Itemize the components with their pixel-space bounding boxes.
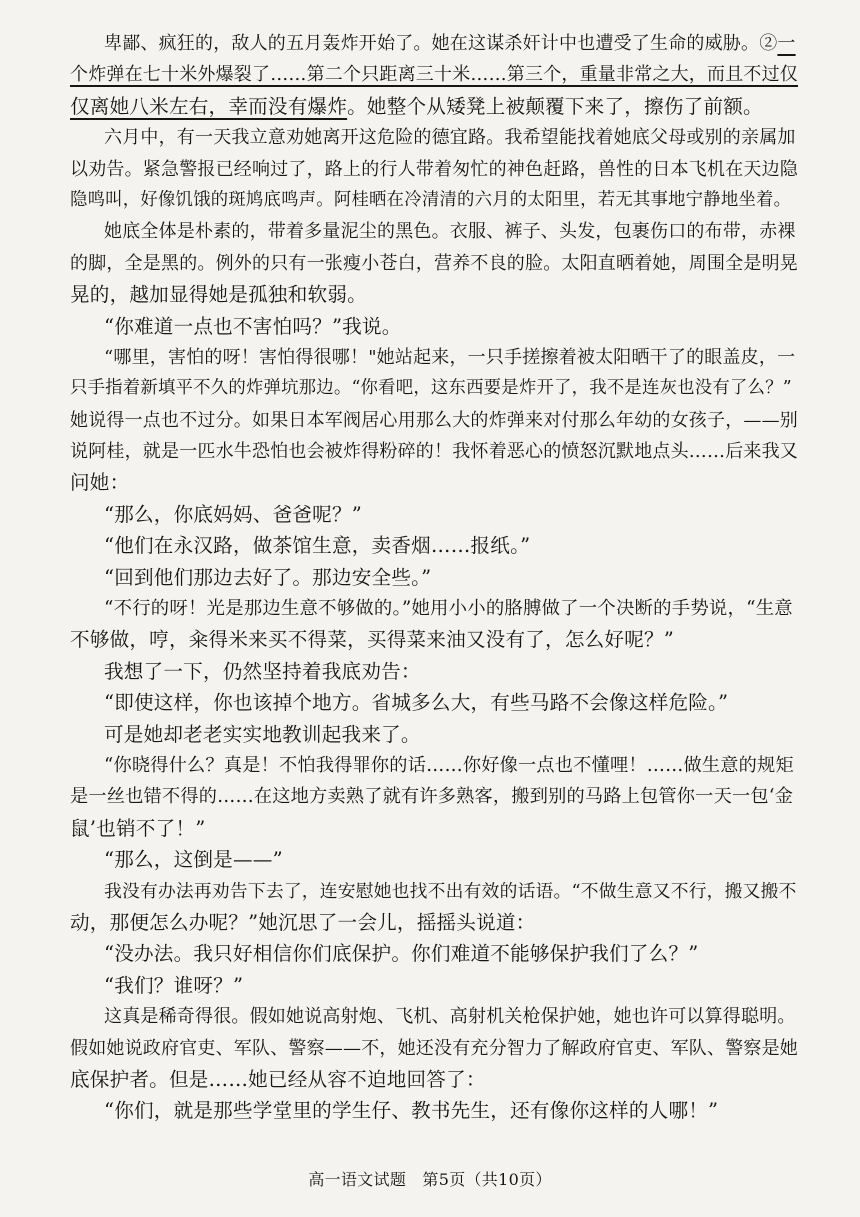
underlined-passage: 一 (777, 33, 796, 54)
paragraph-lines (70, 28, 798, 1127)
text-line: 的脚，全是黑的。例外的只有一张瘦小苍白，营养不良的脸。太阳直晒着她，周围全是明晃 (70, 252, 798, 274)
text-line: 以劝告。紧急警报已经响过了，路上的行人带着匆忙的神色赶路，兽性的日本飞机在天边隐 (70, 158, 798, 180)
text-line: 底保护者。但是……她已经从容不迫地回答了： (70, 1067, 486, 1091)
text-line: “你难道一点也不害怕吗？”我说。 (104, 314, 402, 338)
text-line: 她底全体是朴素的，带着多量泥尘的黑色。衣服、裤子、头发，包裹伤口的布带，赤裸 (104, 221, 796, 243)
text-line: “哪里，害怕的呀！害怕得很哪！"她站起来，一只手搓擦着被太阳晒干了的眼盖皮，一 (104, 346, 796, 368)
text-line: “我们？谁呀？” (104, 973, 244, 997)
text-line: 这真是稀奇得很。假如她说高射炮、飞机、高射机关枪保护她，她也许可以算得聪明。 (104, 1006, 796, 1028)
text-line: 动，那便怎么办呢？”她沉思了一会儿，摇摇头说道： (70, 910, 536, 934)
text-line: 不够做，哼，籴得米来买不得菜，买得菜来油又没有了，怎么好呢？” (70, 628, 675, 652)
text-line: 晃的，越加显得她是孤独和软弱。 (70, 283, 367, 307)
text-line: 六月中，有一天我立意劝她离开这危险的德宜路。我希望能找着她底父母或别的亲属加 (104, 127, 796, 149)
text-line: 说阿桂，就是一匹水牛恐怕也会被炸得粉碎的！我怀着恶心的愤怒沉默地点头……后来我又 (70, 441, 798, 463)
text-line: 鼠’也销不了！” (70, 816, 206, 840)
text-line: “你们，就是那些学堂里的学生仔、教书先生，还有像你这样的人哪！” (104, 1099, 719, 1123)
text-line: 问她： (70, 471, 130, 495)
text-line: “没办法。我只好相信你们底保护。你们难道不能够保护我们了么？” (104, 942, 699, 966)
text-line: “那么，这倒是——” (104, 848, 283, 872)
text-line: 假如她说政府官吏、军队、警察——不，她还没有充分智力了解政府官吏、军队、警察是她 (70, 1037, 798, 1059)
text-line (70, 59, 798, 90)
text-line: 只手指着新填平不久的炸弹坑那边。“你看吧，这东西要是炸开了，我不是连灰也没有了么？” (70, 378, 792, 399)
text-line: 隐鸣叫，好像饥饿的斑鸠底鸣声。阿桂晒在冷清清的六月的太阳里，若无其事地宁静地坐着。 (70, 189, 792, 210)
text-line: 我没有办法再劝告下去了，连安慰她也找不出有效的话语。“不做生意又不行，搬又搬不 (104, 880, 797, 902)
text-line: 她说得一点也不过分。如果日本军阀居心用那么大的炸弹来对付那么年幼的女孩子，——别 (70, 409, 798, 431)
underlined-passage: 个炸弹在七十米外爆裂了……第二个只距离三十米……第三个，重量非常之大，而且不过仅 (70, 64, 798, 86)
text-line: “那么，你底妈妈、爸爸呢？” (104, 502, 362, 526)
page-footer: 高一语文试题 第5页（共10页） (308, 1170, 552, 1189)
underlined-passage: 仅离她八米左右，幸而没有爆炸 (70, 94, 348, 118)
text-line: 可是她却老老实实地教训起我来了。 (104, 722, 421, 746)
text-line: “即使这样，你也该掉个地方。省城多么大，有些马路不会像这样危险。” (104, 691, 729, 715)
text-line: 卑鄙、疯狂的，敌人的五月轰炸开始了。她在这谋杀奸计中也遭受了生命的威胁。②一 (104, 33, 796, 54)
text-line: 我想了一下，仍然坚持着我底劝告： (104, 659, 421, 683)
text-line: “你晓得什么？真是！不怕我得罪你的话……你好像一点也不懂哩！……做生意的规矩 (104, 754, 794, 776)
text-line: “回到他们那边去好了。那边安全些。” (104, 565, 432, 589)
text-line: 仅离她八米左右，幸而没有爆炸。她整个从矮凳上被颠覆下来了，擦伤了前额。 (70, 94, 763, 118)
text-line: 是一丝也错不得的……在这地方卖熟了就有许多熟客，搬到别的马路上包管你一天一包‘金 (70, 786, 794, 808)
text-line: “他们在永汉路，做茶馆生意，卖香烟……报纸。” (104, 534, 531, 558)
text-line: “不行的呀！光是那边生意不够做的。”她用小小的胳膊做了一个决断的手势说，“生意 (104, 598, 793, 620)
document-body (70, 28, 798, 1127)
